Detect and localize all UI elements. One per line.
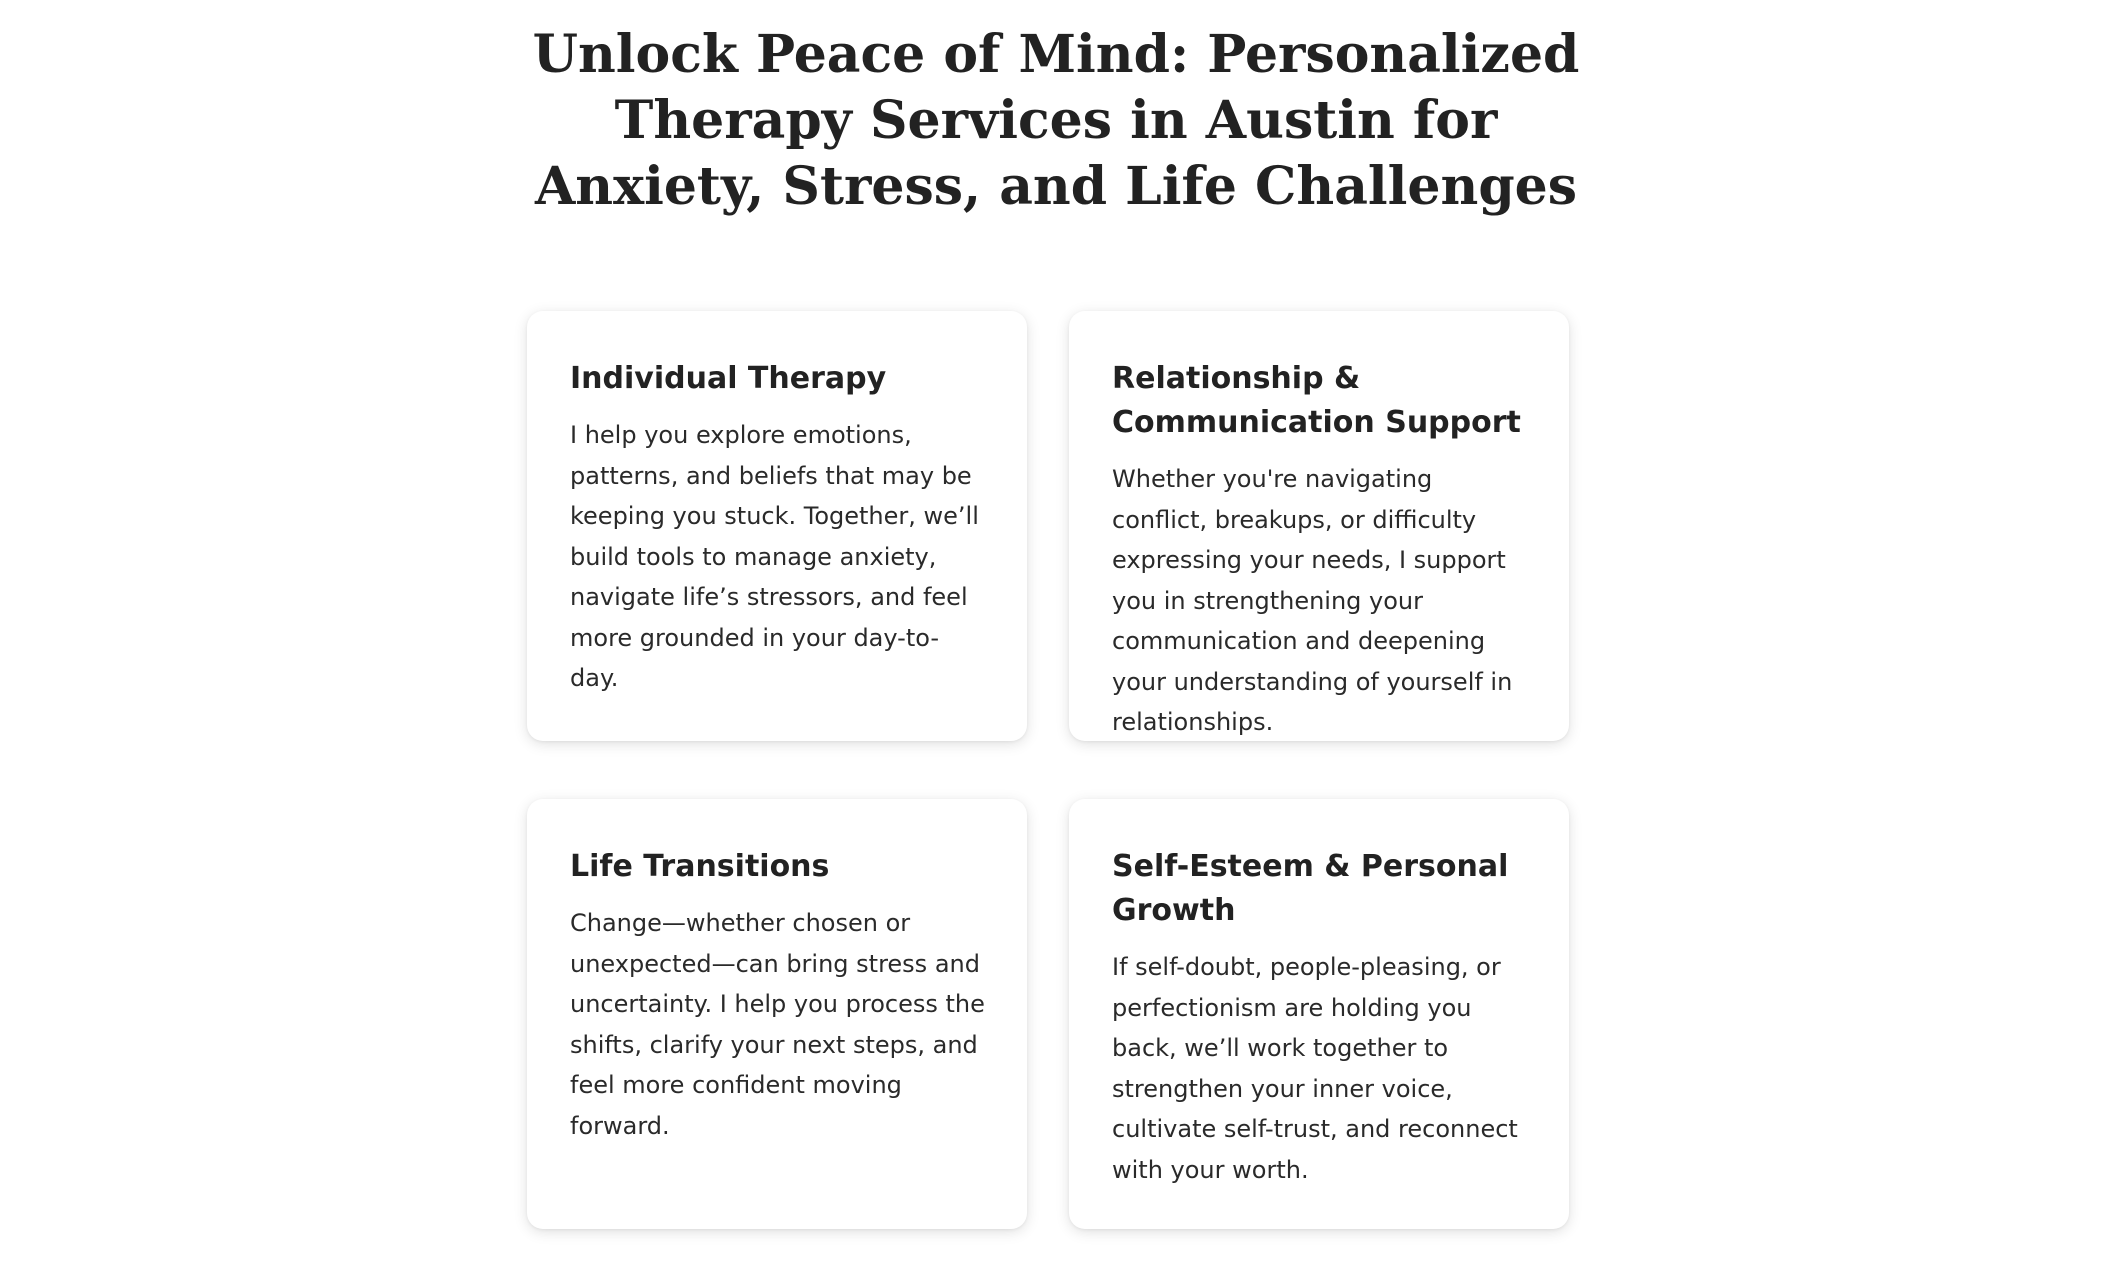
- page-title-line-1: Unlock Peace of Mind: Personalized: [532, 24, 1580, 85]
- service-card-title: Individual Therapy: [570, 361, 887, 396]
- service-card-title: Relationship & Communication Support: [1112, 361, 1521, 440]
- page-title: [0, 22, 2112, 220]
- service-card-description: If self-doubt, people-pleasing, or perfectionism are holding you back, we’ll work together to strengthen your inner voice, cultivate self-trust, and reconnect with your worth.: [1112, 953, 1518, 1184]
- service-card-description: Whether you're navigating conflict, breakups, or difficulty expressing your needs, I support you in strengthening your communication and deepening your understanding of yourself in relationships.: [1112, 465, 1513, 736]
- service-card-title: Life Transitions: [570, 849, 830, 884]
- services-grid: [527, 311, 1569, 1229]
- service-card-title: Self-Esteem & Personal Growth: [1112, 849, 1509, 928]
- service-card-description: I help you explore emotions, patterns, and beliefs that may be keeping you stuck. Together, we’ll build tools to manage anxiety, navigate life’s stressors, and feel more grounded in your day-to-day.: [570, 421, 979, 692]
- service-card-description: Change—whether chosen or unexpected—can bring stress and uncertainty. I help you process the shifts, clarify your next steps, and feel more confident moving forward.: [570, 909, 985, 1140]
- service-card-individual-therapy: [527, 311, 1027, 741]
- page-title-line-3: Anxiety, Stress, and Life Challenges: [534, 156, 1578, 217]
- page-title-line-2: Therapy Services in Austin for: [614, 90, 1498, 151]
- service-card-relationship-support: [1069, 311, 1569, 741]
- service-card-self-esteem: [1069, 799, 1569, 1229]
- service-card-life-transitions: [527, 799, 1027, 1229]
